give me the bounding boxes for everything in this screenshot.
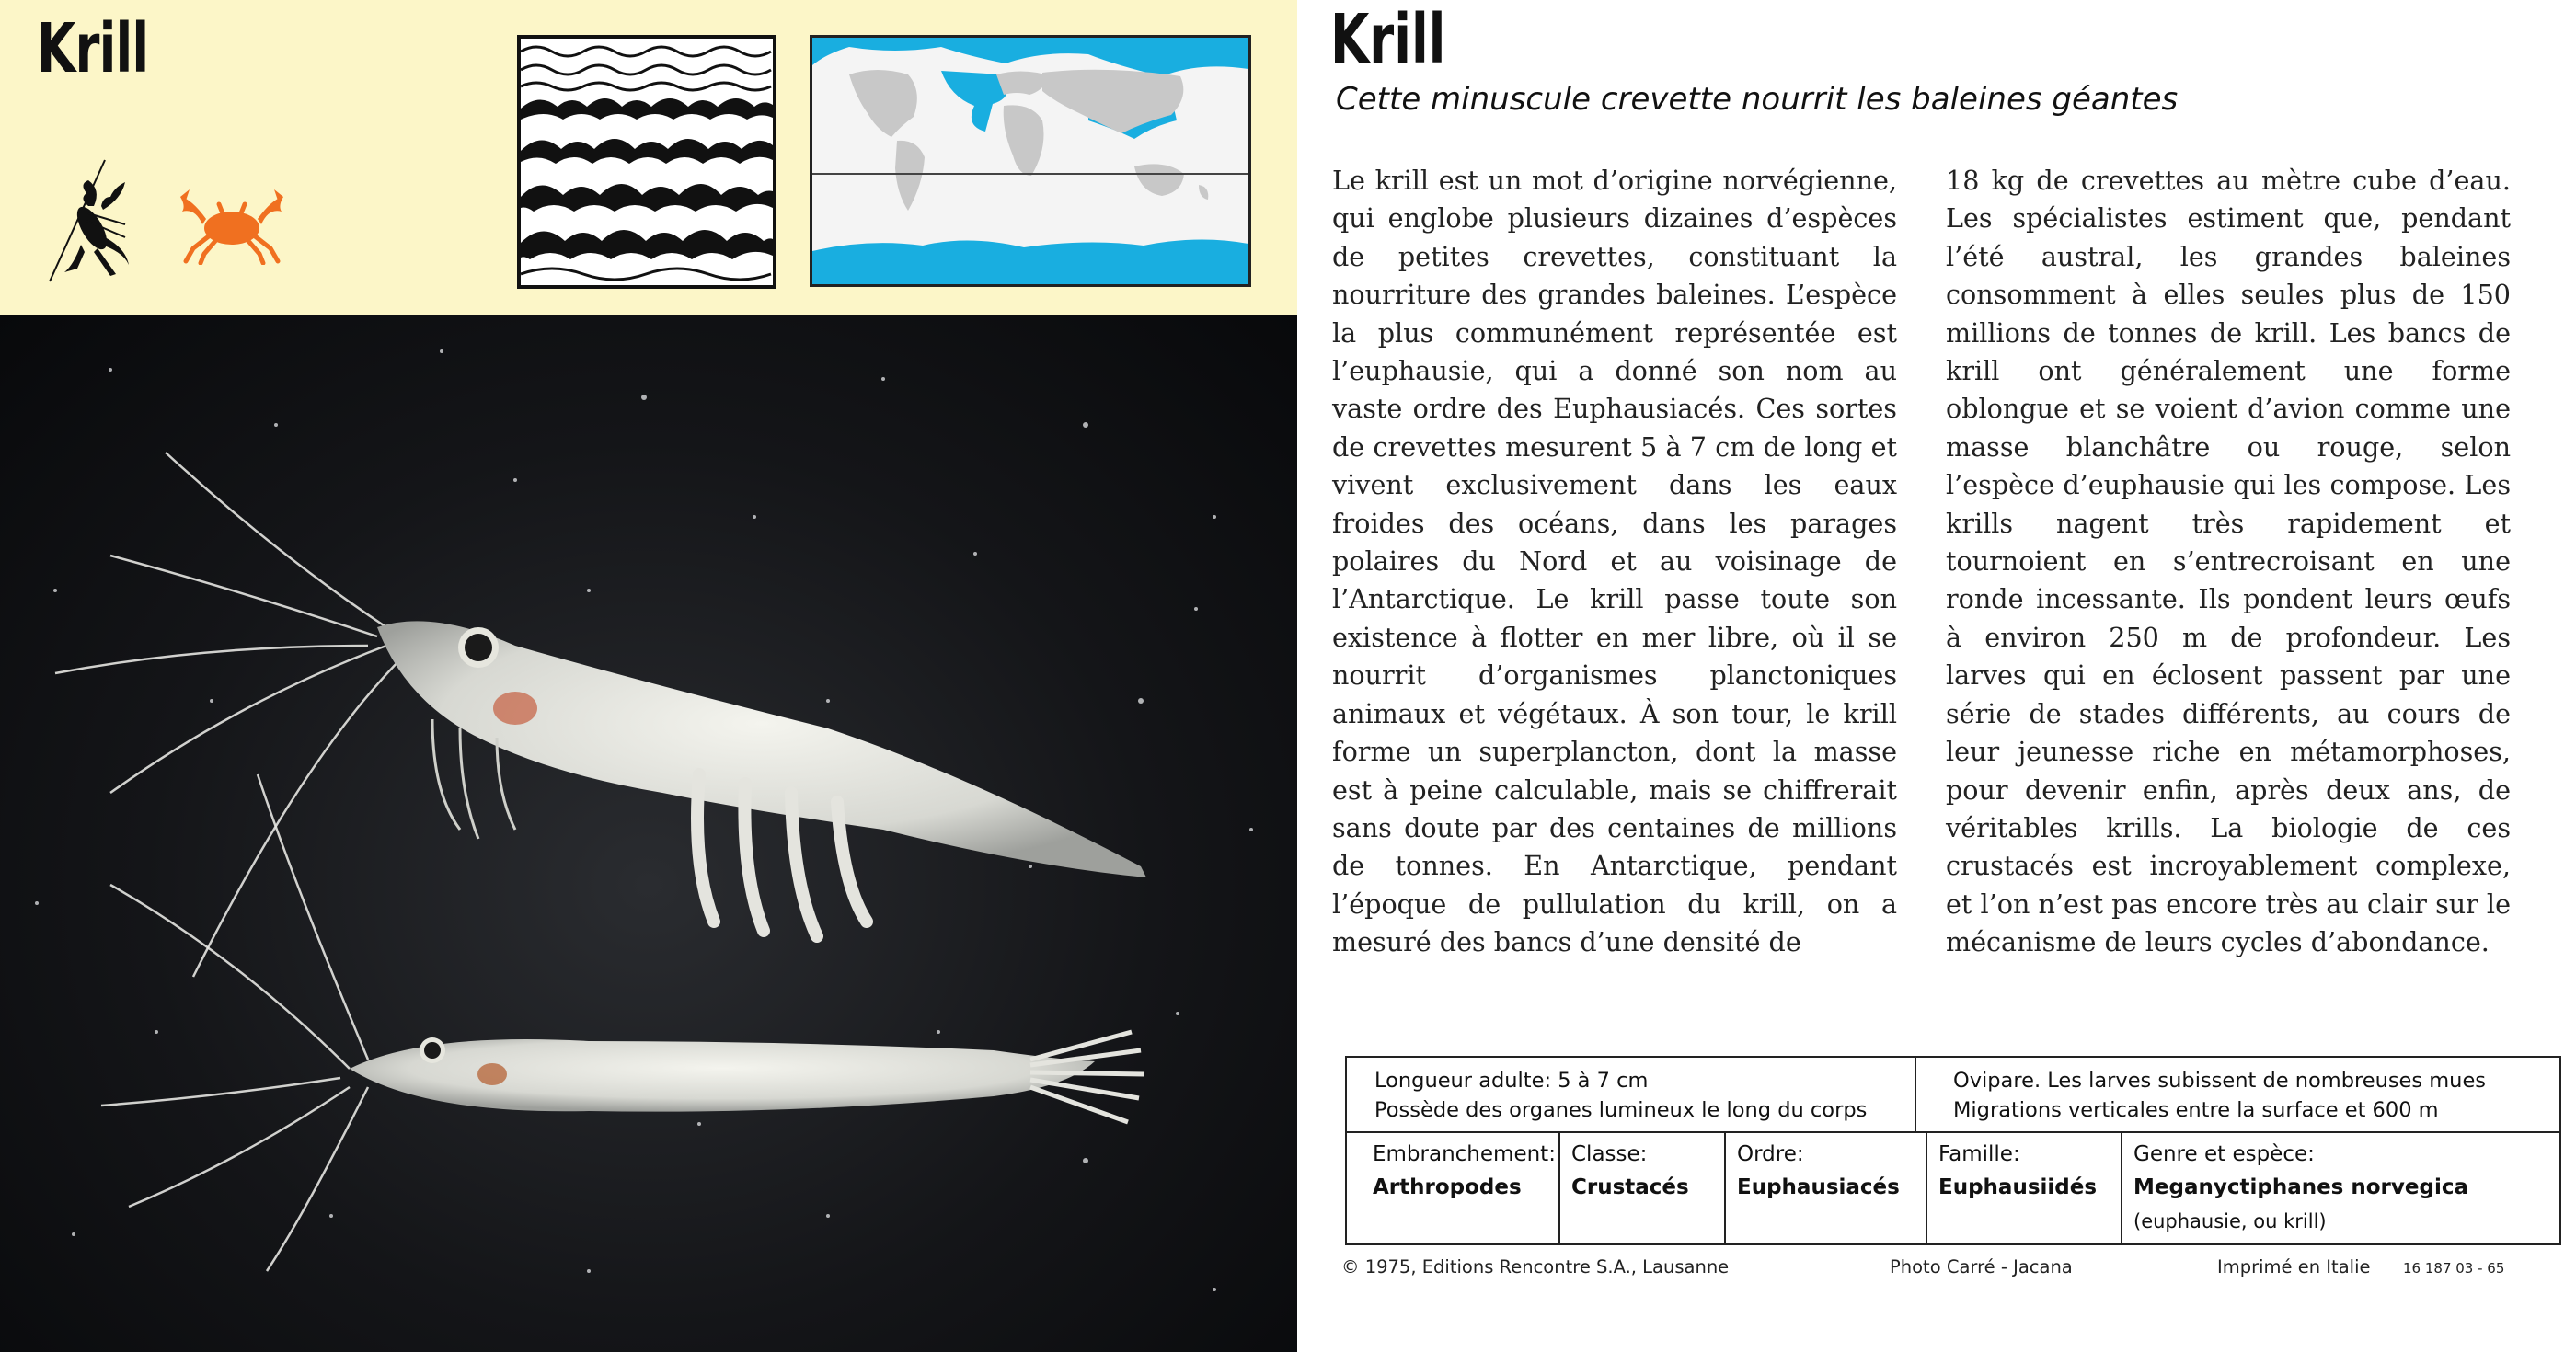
taxonomy-value: Crustacés (1571, 1175, 1689, 1199)
footer-code: 16 187 03 - 65 (2403, 1260, 2505, 1277)
taxonomy-value: Euphausiacés (1737, 1175, 1900, 1199)
footer-printed: Imprimé en Italie (2217, 1256, 2371, 1278)
fact-table (1345, 1056, 2561, 1245)
taxonomy-label: Embranchement: (1373, 1142, 1556, 1166)
taxonomy-value: Arthropodes (1373, 1175, 1522, 1199)
fact-table-summary-row (1347, 1058, 2559, 1133)
taxonomy-label: Genre et espèce: (2133, 1142, 2315, 1166)
taxonomy-label: Famille: (1938, 1142, 2020, 1166)
crab-icon (173, 186, 291, 265)
taxonomy-cell-order (1726, 1133, 1927, 1243)
taxonomy-label: Classe: (1571, 1142, 1648, 1166)
body-text-left-column: Le krill est un mot d’origine norvégienne, qui englobe plusieurs dizaines d’espèces de petites crevettes, constituant la nourriture des grandes baleines. L’espèce la plus communément représentée est l’euphausie, qui a donné son nom au vaste ordre des Euphausiacés. Ces sortes de crevettes mesurent 5 à 7 cm de long et vivent exclusivement dans les eaux froides des océans, dans les parages polaires du Nord et au voisinage de l’Antarctique. Le krill passe toute son existence à flotter en mer libre, où il se nourrit d’organismes planctoniques animaux et végétaux. À son tour, le krill forme un superplancton, dont la masse est à peine calculable, mais se chiffrerait sans doute par des centaines de millions de tonnes. En Antarctique, pendant l’époque de pullulation du krill, on a mesuré des bancs d’une densité de (1332, 165, 1897, 958)
card-title: Krill (37, 9, 149, 88)
taxonomy-cell-class (1560, 1133, 1726, 1243)
footer-photo-credit: Photo Carré - Jacana (1890, 1256, 2073, 1278)
fact-migrations: Migrations verticales entre la surface et 600 m (1953, 1098, 2439, 1122)
taxonomy-common-name: (euphausie, ou krill) (2133, 1210, 2327, 1232)
habitat-wave-pictogram (517, 35, 776, 289)
species-subtitle: Cette minuscule crevette nourrit les baleines géantes (1336, 81, 2179, 118)
body-text-right-column: 18 kg de crevettes au mètre cube d’eau. Les spécialistes estiment que, pendant l’été austral, les grandes baleines consomment à elles seules plus de 150 millions de tonnes de krill. Les bancs de krill ont généralement une forme oblongue et se voient d’avion comme une masse blanchâtre ou rouge, selon l’espèce d’euphausie qui les compose. Les krills nagent très rapidement et tournoient en s’entrecroisant en une ronde incessante. Ils pondent leurs œufs à environ 250 m de profondeur. Les larves qui en éclosent passent par une série de stades différents, au cours de leur jeunesse riche en métamorphoses, pour devenir enfin, après deux ans, de véritables krills. La biologie de ces crustacés est incroyablement complexe, et l’on n’est pas encore très au clair sur le mécanisme de leurs cycles d’abondance. (1946, 165, 2511, 958)
taxonomy-label: Ordre: (1737, 1142, 1804, 1166)
fact-cell-biology (1916, 1058, 2559, 1131)
fact-cell-size (1347, 1058, 1916, 1131)
krill-photo (0, 315, 1297, 1352)
footer-copyright: © 1975, Editions Rencontre S.A., Lausanne (1341, 1256, 1730, 1278)
taxonomy-value: Euphausiidés (1938, 1175, 2098, 1199)
taxonomy-cell-phylum (1347, 1133, 1560, 1243)
upper-krill (55, 453, 1146, 977)
lobster-icon (37, 156, 140, 285)
taxonomy-value: Meganyctiphanes norvegica (2133, 1175, 2468, 1199)
fact-oviparous: Ovipare. Les larves subissent de nombreuses mues (1953, 1069, 2487, 1093)
taxonomy-cell-family (1927, 1133, 2122, 1243)
fact-length: Longueur adulte: 5 à 7 cm (1374, 1069, 1649, 1093)
taxonomy-cell-species (2122, 1133, 2559, 1243)
species-title: Krill (1330, 0, 1446, 79)
card-back (1297, 0, 2576, 1352)
fact-organs: Possède des organes lumineux le long du corps (1374, 1098, 1868, 1122)
distribution-map (810, 35, 1251, 287)
header-band (0, 0, 1297, 315)
